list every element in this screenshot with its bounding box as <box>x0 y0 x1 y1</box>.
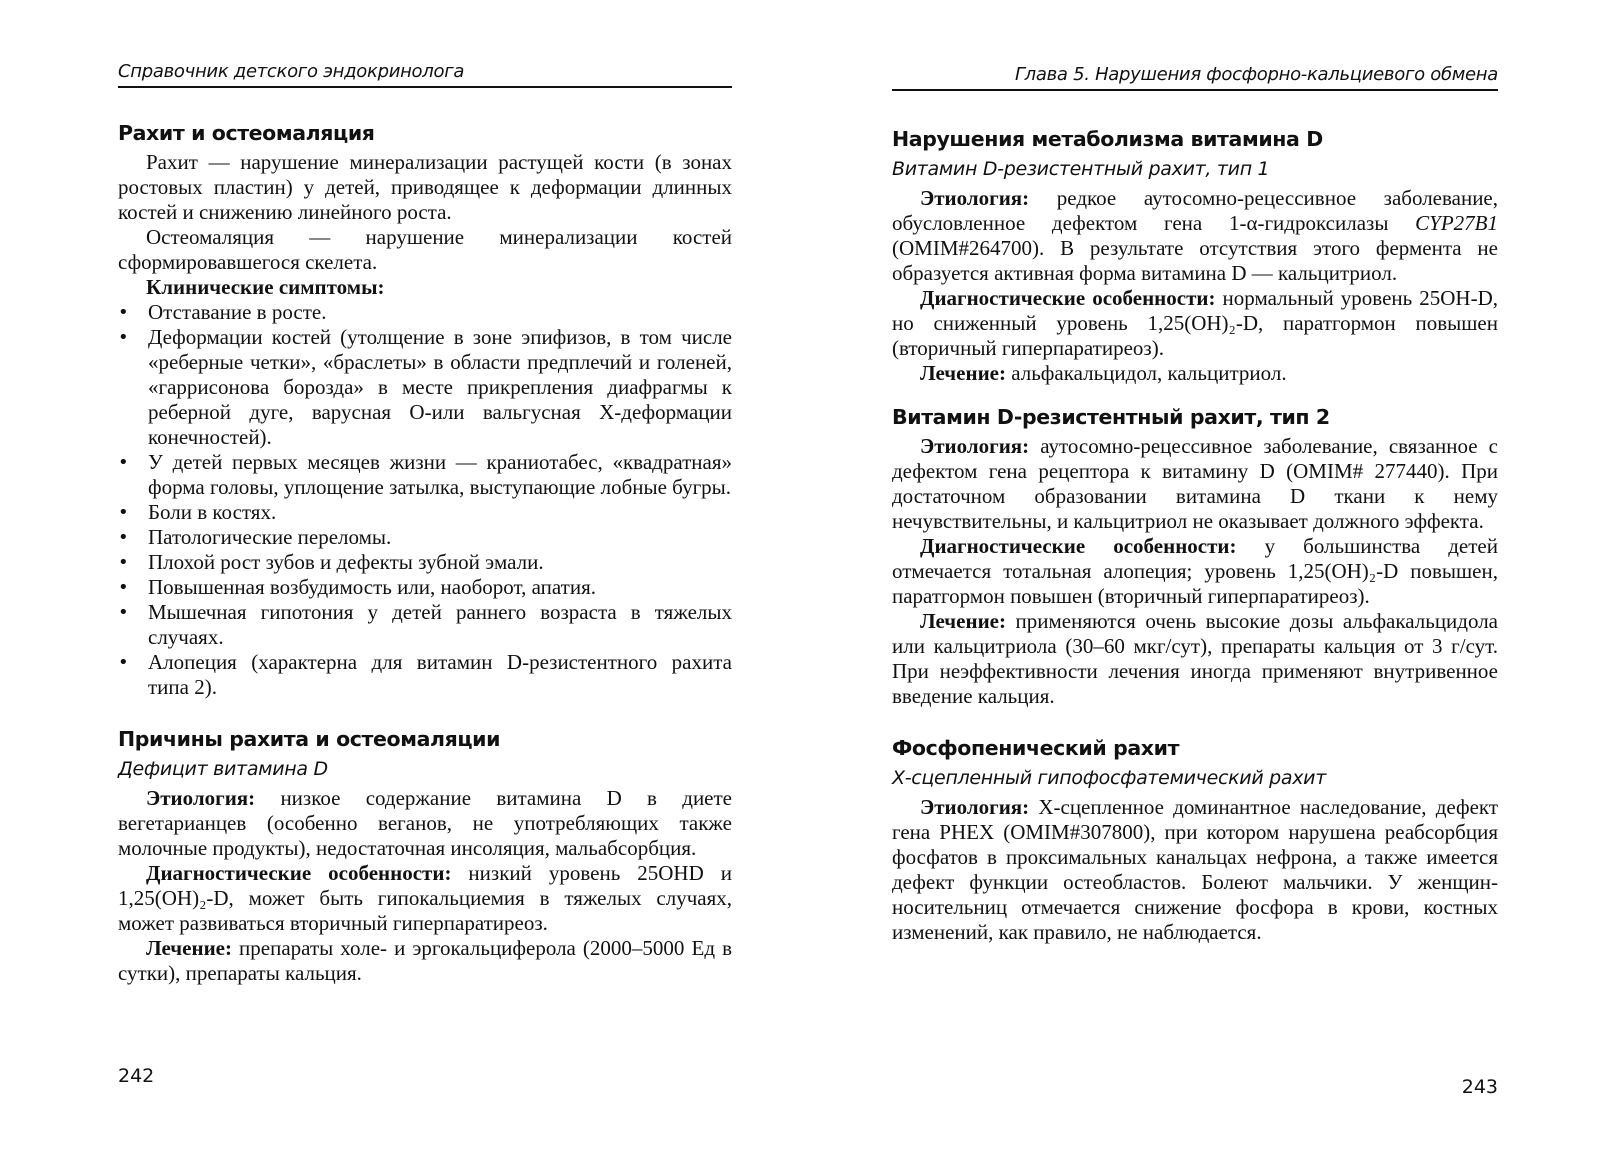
list-item: • Повышенная возбудимость или, наоборот, апатия. <box>118 575 732 600</box>
paragraph-etiology <box>118 786 732 861</box>
running-head-right: Глава 5. Нарушения фосфорно-кальциевого обмена <box>892 64 1498 91</box>
diagnostics-label: Диагностические особенности: <box>920 534 1237 558</box>
gene-name: CYP27B1 <box>1415 211 1498 235</box>
subsection-title-x-linked: Х-сцепленный гипофосфатемический рахит <box>892 767 1326 789</box>
paragraph-osteomalacia-definition: Остеомаляция — нарушение минерализации костей сформировавшегося скелета. <box>118 225 732 274</box>
etiology-label: Этиология: <box>920 795 1030 819</box>
right-content <box>892 124 1498 945</box>
etiology-label: Этиология: <box>920 434 1030 458</box>
subsection-title-type1: Витамин D-резистентный рахит, тип 1 <box>892 158 1270 180</box>
list-item: • Боли в костях. <box>118 500 732 525</box>
etiology-text: аутосомно-рецессивное заболевание, связанное с дефектом гена рецептора к витамину D (OMIM# 277440). При достаточном образовании витамина D ткани к нему нечувствительны, и кальцитриол не оказывает должного эффекта. <box>892 434 1498 533</box>
list-item: • Отставание в росте. <box>118 300 732 325</box>
running-head-left: Справочник детского эндокринолога <box>118 61 732 88</box>
etiology-text: низкое содержание витамина D в диете вегетарианцев (особенно веганов, не употребляющих также молочные продукты), недостаточная инсоляция, мальабсорбция. <box>118 786 732 860</box>
right-page <box>892 0 1498 1149</box>
paragraph-diagnostics <box>118 861 732 936</box>
paragraph-treatment <box>892 609 1498 709</box>
paragraph-etiology <box>892 795 1498 945</box>
etiology-text: Х-сцепленное доминантное наследование, дефект гена PHEX (OMIM#307800), при котором нарушена реабсорбция фосфатов в проксимальных канальцах нефрона, а также имеется дефект функции остеобластов. Болеют мальчики. У женщин-носительниц отмечается снижение фосфора в крови, костных изменений, как правило, не наблюдается. <box>892 795 1498 944</box>
list-item: • Деформации костей (утолщение в зоне эпифизов, в том числе «реберные четки», «браслеты» в области предплечий и голеней, «гаррисонова борозда» в месте прикрепления диафрагмы к реберной дуге, варусная О-или вальгусная Х-деформации конечностей). <box>118 325 732 450</box>
diagnostics-text: низкий уровень 25OHD и 1,25(OH)₂-D, может быть гипокальциемия в тяжелых случаях, может развиваться вторичный гиперпаратиреоз. <box>118 861 732 935</box>
left-content <box>118 118 732 986</box>
symptoms-label <box>118 275 732 300</box>
paragraph-rickets-definition: Рахит — нарушение минерализации растущей кости (в зонах ростовых пластин) у детей, приводящее к деформации длинных костей и снижению линейного роста. <box>118 150 732 224</box>
paragraph-diagnostics <box>892 534 1498 609</box>
paragraph-diagnostics <box>892 286 1498 361</box>
paragraph-treatment <box>118 936 732 986</box>
paragraph-treatment <box>892 361 1498 386</box>
section-title-rickets: Рахит и остеомаляция <box>118 121 375 145</box>
page-number-left: 242 <box>118 1065 155 1087</box>
paragraph-etiology <box>892 434 1498 534</box>
treatment-label: Лечение: <box>146 936 232 960</box>
paragraph-etiology <box>892 186 1498 286</box>
list-item: • Плохой рост зубов и дефекты зубной эмали. <box>118 550 732 575</box>
list-item: • Патологические переломы. <box>118 525 732 550</box>
etiology-label: Этиология: <box>920 186 1030 210</box>
symptoms-label-text: Клинические симптомы: <box>146 275 385 299</box>
diagnostics-label: Диагностические особенности: <box>146 861 452 885</box>
diagnostics-text: нормальный уровень 25OH-D, но сниженный уровень 1,25(OH)₂-D, паратгормон повышен (вторичный гиперпаратиреоз). <box>892 286 1498 360</box>
diagnostics-text: у большинства детей отмечается тотальная алопеция; уровень 1,25(OH)₂-D повышен, паратгормон повышен (вторичный гиперпаратиреоз). <box>892 534 1498 608</box>
etiology-text: (OMIM#264700). В результате отсутствия этого фермента не образуется активная форма витамина D — кальцитриол. <box>892 236 1498 285</box>
list-item: • У детей первых месяцев жизни — краниотабес, «квадратная» форма головы, уплощение затылка, выступающие лобные бугры. <box>118 450 732 500</box>
treatment-text: препараты холе- и эргокальциферола (2000–5000 Ед в сутки), препараты кальция. <box>118 936 732 985</box>
etiology-label: Этиология: <box>146 786 256 810</box>
treatment-text: применяются очень высокие дозы альфакальцидола или кальцитриола (30–60 мкг/сут), препараты кальция от 3 г/сут. При неэффективности лечения иногда применяют внутривенное введение кальция. <box>892 609 1498 708</box>
list-item: • Мышечная гипотония у детей раннего возраста в тяжелых случаях. <box>118 600 732 650</box>
etiology-text: редкое аутосомно-рецессивное заболевание, обусловленное дефектом гена 1-α-гидроксилазы <box>892 186 1498 235</box>
diagnostics-label: Диагностические особенности: <box>920 286 1216 310</box>
symptoms-list <box>118 300 732 700</box>
section-title-vitamin-d-metabolism: Нарушения метаболизма витамина D <box>892 127 1323 151</box>
page-number-right: 243 <box>1461 1076 1498 1098</box>
treatment-label: Лечение: <box>920 609 1006 633</box>
section-title-causes: Причины рахита и остеомаляции <box>118 727 501 751</box>
treatment-text: альфакальцидол, кальцитриол. <box>1005 361 1287 385</box>
list-item: • Алопеция (характерна для витамин D-резистентного рахита типа 2). <box>118 650 732 700</box>
treatment-label: Лечение: <box>920 361 1006 385</box>
section-title-type2: Витамин D-резистентный рахит, тип 2 <box>892 405 1330 429</box>
subsection-title-vitamin-d-deficiency: Дефицит витамина D <box>118 758 328 780</box>
left-page <box>118 0 732 1149</box>
section-title-phosphopenic: Фосфопенический рахит <box>892 736 1180 760</box>
